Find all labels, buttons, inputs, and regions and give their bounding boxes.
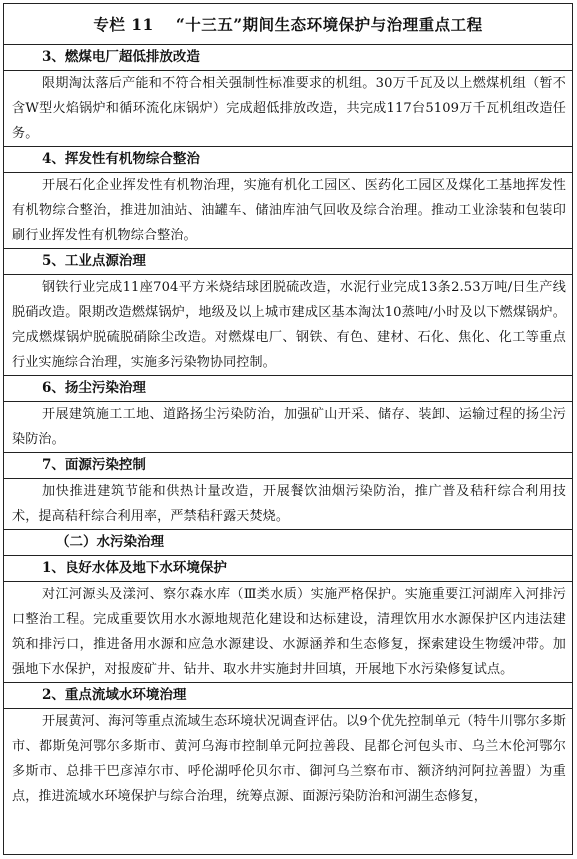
section-heading: 4、挥发性有机物综合整治 bbox=[42, 151, 200, 167]
section-heading: 1、良好水体及地下水环境保护 bbox=[42, 560, 227, 576]
section-heading: 3、燃煤电厂超低排放改造 bbox=[42, 49, 200, 65]
section-body-row bbox=[4, 479, 572, 530]
category-heading-row bbox=[4, 530, 572, 556]
column-box bbox=[3, 3, 573, 855]
column-title-text: “十三五”期间生态环境保护与治理重点工程 bbox=[175, 15, 483, 34]
section-body-row bbox=[4, 402, 572, 453]
section-heading-row bbox=[4, 556, 572, 582]
column-title bbox=[4, 4, 572, 45]
section-body: 加快推进建筑节能和供热计量改造，开展餐饮油烟污染防治，推广普及秸秆综合利用技术，提高秸秆综合利用率，严禁秸秆露天焚烧。 bbox=[12, 484, 566, 524]
column-number: 专栏 11 bbox=[93, 15, 154, 34]
section-body: 开展石化企业挥发性有机物治理，实施有机化工园区、医药化工园区及煤化工基地挥发性有机物综合整治，推进加油站、油罐车、储油库油气回收及综合治理。推动工业涂装和包装印刷行业挥发性有机物综合整治。 bbox=[12, 178, 566, 243]
section-body-row bbox=[4, 275, 572, 376]
section-body: 限期淘汰落后产能和不符合相关强制性标准要求的机组。30万千瓦及以上燃煤机组（暂不含W型火焰锅炉和循环流化床锅炉）完成超低排放改造，共完成117台5109万千瓦机组改造任务。 bbox=[12, 76, 566, 141]
section-heading-row bbox=[4, 249, 572, 275]
section-heading: 6、扬尘污染治理 bbox=[42, 380, 146, 396]
section-body: 对江河源头及漾河、察尔森水库（Ⅲ类水质）实施严格保护。实施重要江河湖库入河排污口整治工程。完成重要饮用水水源地规范化建设和达标建设，清理饮用水水源保护区内违法建筑和排污口，推进备用水源和应急水源建设、水源涵养和生态修复，探索建设生物缓冲带。加强地下水保护，对报废矿井、钻井、取水井实施封井回填，开展地下水污染修复试点。 bbox=[12, 587, 566, 677]
section-body: 开展建筑施工工地、道路扬尘污染防治，加强矿山开采、储存、装卸、运输过程的扬尘污染防治。 bbox=[12, 407, 566, 447]
section-body: 钢铁行业完成11座704平方米烧结球团脱硫改造，水泥行业完成13条2.53万吨/日生产线脱硝改造。限期改造燃煤锅炉，地级及以上城市建成区基本淘汰10蒸吨/小时及以下燃煤锅炉。完成燃煤锅炉脱硫脱硝除尘改造。对燃煤电厂、钢铁、有色、建材、石化、焦化、化工等重点行业实施综合治理，实施多污染物协同控制。 bbox=[12, 280, 566, 370]
section-body-row bbox=[4, 582, 572, 683]
section-body-row bbox=[4, 709, 572, 809]
section-heading-row bbox=[4, 453, 572, 479]
column-content bbox=[4, 45, 572, 809]
category-heading: （二）水污染治理 bbox=[56, 534, 164, 550]
section-body: 开展黄河、海河等重点流域生态环境状况调查评估。以9个优先控制单元（特牛川鄂尔多斯市、都斯兔河鄂尔多斯市、黄河乌海市控制单元阿拉善段、昆都仑河包头市、乌兰木伦河鄂尔多斯市、总排干巴彦淖尔市、呼伦湖呼伦贝尔市、御河乌兰察布市、额济纳河阿拉善盟）为重点，推进流域水环境保护与综合治理，统筹点源、面源污染防治和河湖生态修复， bbox=[12, 714, 566, 804]
section-heading-row bbox=[4, 376, 572, 402]
section-heading: 2、重点流域水环境治理 bbox=[42, 687, 187, 703]
section-heading: 5、工业点源治理 bbox=[42, 253, 146, 269]
section-heading: 7、面源污染控制 bbox=[42, 457, 146, 473]
section-body-row bbox=[4, 173, 572, 249]
section-heading-row bbox=[4, 45, 572, 71]
section-heading-row bbox=[4, 683, 572, 709]
section-heading-row bbox=[4, 147, 572, 173]
section-body-row bbox=[4, 71, 572, 147]
